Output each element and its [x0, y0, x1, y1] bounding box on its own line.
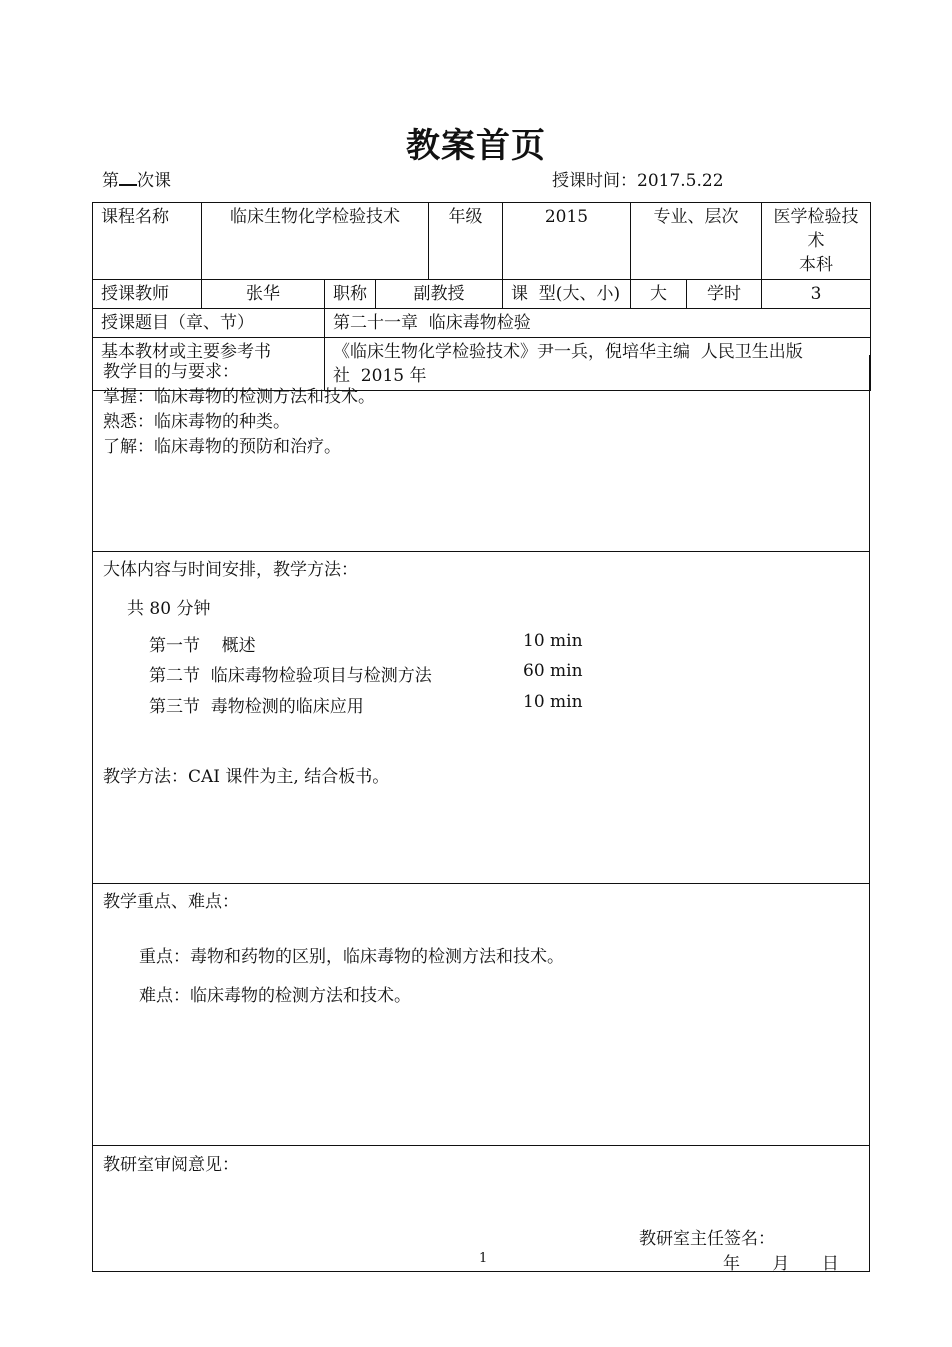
section-1-name: 第一节 概述: [149, 636, 256, 656]
objective-understand: 了解：临床毒物的预防和治疗。: [103, 437, 341, 457]
teaching-method: 教学方法：CAI 课件为主, 结合板书。: [103, 767, 390, 787]
section-3-time: 10 min: [523, 692, 583, 712]
lesson-blank: [119, 168, 137, 186]
rank-label: 职称: [325, 280, 376, 309]
key-point: 重点：毒物和药物的区别，临床毒物的检测方法和技术。: [139, 947, 564, 967]
topic-label: 授课题目（章、节）: [93, 309, 325, 338]
objectives-section: [92, 355, 870, 552]
page-title: 教案首页: [406, 126, 546, 166]
grade-label: 年级: [429, 203, 503, 280]
lesson-number: [102, 166, 171, 191]
keypoints-heading: 教学重点、难点：: [103, 892, 239, 912]
teacher-label: 授课教师: [93, 280, 202, 309]
hours-value: 3: [762, 280, 871, 309]
date-label: 授课时间：: [552, 171, 637, 191]
objectives-heading: 教学目的与要求：: [103, 362, 239, 382]
hours-label: 学时: [687, 280, 762, 309]
section-2-time: 60 min: [523, 661, 583, 681]
book-value-line-1: 《临床生物化学检验技术》尹一兵，倪培华主编 人民卫生出版: [333, 342, 803, 362]
grade-value: 2015: [503, 203, 631, 280]
content-section: [92, 552, 870, 884]
page-number: 1: [479, 1251, 488, 1266]
lesson-date: [552, 166, 724, 191]
course-value: 临床生物化学检验技术: [202, 203, 429, 280]
keypoints-section: [92, 884, 870, 1146]
major-value-line-2: 本科: [799, 255, 833, 275]
major-label: 专业、层次: [631, 203, 762, 280]
content-total: 共 80 分钟: [127, 599, 211, 619]
difficult-point: 难点：临床毒物的检测方法和技术。: [139, 986, 411, 1006]
objective-familiar: 熟悉：临床毒物的种类。: [103, 412, 290, 432]
section-2-name: 第二节 临床毒物检验项目与检测方法: [149, 666, 432, 686]
section-3-name: 第三节 毒物检测的临床应用: [149, 697, 364, 717]
objective-master: 掌握：临床毒物的检测方法和技术。: [103, 387, 375, 407]
topic-value: 第二十一章 临床毒物检验: [325, 309, 871, 338]
review-signature: 教研室主任签名：: [639, 1229, 775, 1249]
date-value: 2017.5.22: [637, 171, 724, 191]
teacher-value: 张华: [202, 280, 325, 309]
course-label: 课程名称: [93, 203, 202, 280]
book-label: 基本教材或主要参考书: [93, 338, 325, 391]
lesson-prefix: 第: [102, 171, 119, 191]
content-heading: 大体内容与时间安排，教学方法：: [103, 560, 358, 580]
review-date: 年 月 日: [723, 1254, 839, 1274]
major-value: [762, 203, 871, 280]
rank-value: 副教授: [376, 280, 503, 309]
section-1-time: 10 min: [523, 631, 583, 651]
lesson-suffix: 次课: [137, 171, 171, 191]
type-label: 课 型(大、小): [503, 280, 631, 309]
type-value: 大: [631, 280, 687, 309]
major-value-line-1: 医学检验技术: [773, 207, 859, 251]
book-value-line-2: 社 2015 年: [333, 366, 427, 386]
review-heading: 教研室审阅意见：: [103, 1155, 239, 1175]
